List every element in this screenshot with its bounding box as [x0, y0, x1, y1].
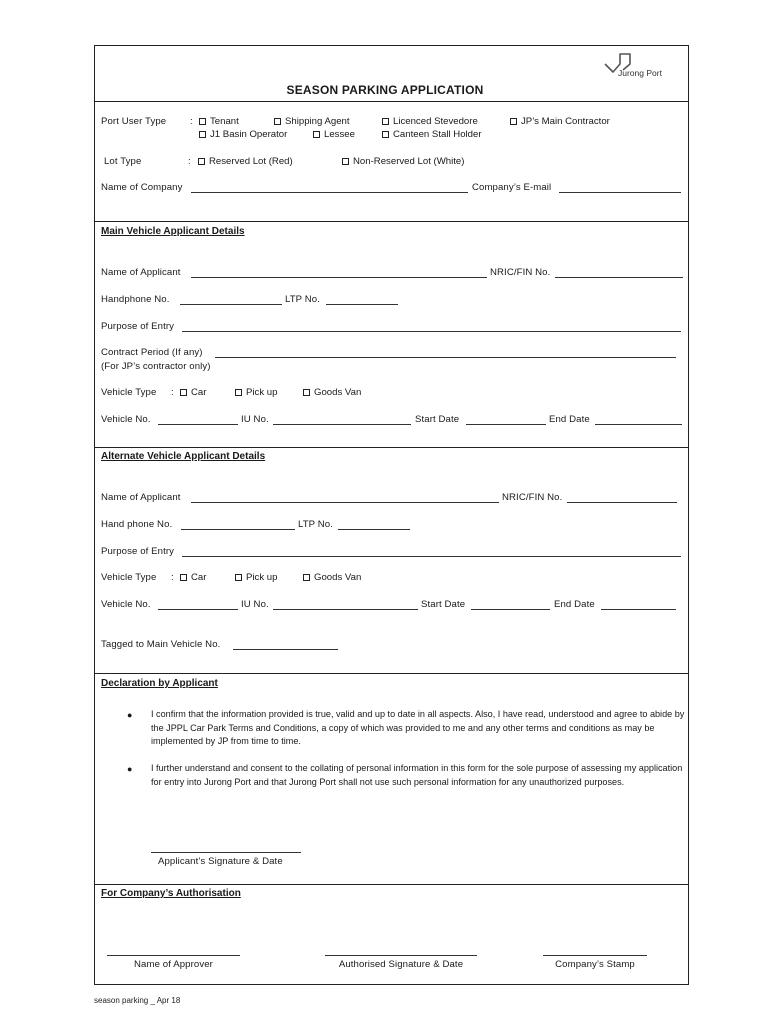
logo-text: Jurong Port: [618, 68, 662, 78]
option-label: J1 Basin Operator: [210, 129, 288, 140]
declaration-statement-1: I confirm that the information provided is true, valid and up to date in all aspects. Also, I have read, understood and agree to abide by the JPPL Car Park Terms and Conditions, a copy of which was provided to me and any other terms and conditions as may be implemented by JP from time to time.: [151, 709, 685, 746]
main-option-pick-up[interactable]: [235, 387, 277, 399]
option-jp-main-contractor[interactable]: [510, 116, 610, 128]
main-vehicle-heading: Main Vehicle Applicant Details: [101, 226, 245, 237]
contract-period-label: Contract Period (If any): [101, 347, 203, 358]
alt-purpose-label: Purpose of Entry: [101, 546, 175, 557]
alt-end-date-label: End Date: [554, 599, 595, 610]
company-stamp-label: Company’s Stamp: [555, 959, 635, 970]
option-licenced-stevedore[interactable]: [382, 116, 478, 128]
checkbox-reserved-lot[interactable]: [198, 158, 205, 165]
declaration-statement-2: I further understand and consent to the collating of personal information in this form for the sole purpose of assessing my application for entry into Jurong Port and that Jurong Port shall not use such personal information for any unauthorized purposes.: [151, 763, 683, 787]
option-label: Goods Van: [314, 572, 362, 583]
option-reserved-lot[interactable]: [198, 156, 293, 168]
alt-start-date-label: Start Date: [421, 599, 466, 610]
checkbox-j1-basin-operator[interactable]: [199, 131, 206, 138]
main-applicant-name-label: Name of Applicant: [101, 267, 181, 278]
option-label: Car: [191, 387, 207, 398]
checkbox-goods-van[interactable]: [303, 574, 310, 581]
main-start-date-label: Start Date: [415, 414, 460, 425]
form-frame: [94, 45, 689, 985]
main-nric-field[interactable]: [555, 277, 683, 278]
checkbox-non-reserved-lot[interactable]: [342, 158, 349, 165]
alternate-vehicle-heading: Alternate Vehicle Applicant Details: [101, 451, 266, 462]
main-iu-no-field[interactable]: [273, 424, 411, 425]
contract-period-note: (For JP’s contractor only): [101, 361, 211, 372]
main-applicant-name-field[interactable]: [191, 277, 487, 278]
tagged-main-vehicle-label: Tagged to Main Vehicle No.: [101, 639, 221, 650]
alt-option-car[interactable]: [180, 572, 206, 584]
declaration-heading: Declaration by Applicant: [101, 678, 218, 689]
main-iu-no-label: IU No.: [241, 414, 269, 425]
main-ltp-label: LTP No.: [285, 294, 321, 305]
main-end-date-field[interactable]: [595, 424, 682, 425]
option-label: Pick up: [246, 387, 278, 398]
main-purpose-field[interactable]: [182, 331, 681, 332]
option-label: Reserved Lot (Red): [209, 156, 293, 167]
company-email-label: Company’s E-mail: [472, 182, 552, 193]
approver-name-field[interactable]: [107, 955, 240, 956]
company-name-field[interactable]: [191, 192, 468, 193]
alt-vehicle-no-label: Vehicle No.: [101, 599, 151, 610]
checkbox-goods-van[interactable]: [303, 389, 310, 396]
option-label: Lessee: [324, 129, 355, 140]
main-nric-label: NRIC/FIN No.: [490, 267, 551, 278]
alt-applicant-name-field[interactable]: [191, 502, 499, 503]
main-vehicle-no-field[interactable]: [158, 424, 238, 425]
colon: :: [190, 116, 193, 127]
option-label: Car: [191, 572, 207, 583]
alt-vehicle-no-field[interactable]: [158, 609, 238, 610]
colon: :: [188, 156, 191, 167]
alt-iu-no-label: IU No.: [241, 599, 269, 610]
main-purpose-label: Purpose of Entry: [101, 321, 175, 332]
main-handphone-field[interactable]: [180, 304, 282, 305]
colon: :: [171, 387, 174, 398]
alt-option-goods-van[interactable]: [303, 572, 361, 584]
option-label: JP’s Main Contractor: [521, 116, 610, 127]
main-vehicle-type-label: Vehicle Type: [101, 387, 157, 398]
lot-type-label: Lot Type: [104, 156, 142, 167]
option-label: Shipping Agent: [285, 116, 350, 127]
alt-handphone-field[interactable]: [181, 529, 295, 530]
option-shipping-agent[interactable]: [274, 116, 350, 128]
alt-vehicle-type-label: Vehicle Type: [101, 572, 157, 583]
port-user-type-label: Port User Type: [101, 116, 167, 127]
checkbox-lessee[interactable]: [313, 131, 320, 138]
main-start-date-field[interactable]: [466, 424, 546, 425]
alt-nric-field[interactable]: [567, 502, 677, 503]
option-label: Pick up: [246, 572, 278, 583]
authorised-signature-label: Authorised Signature & Date: [338, 959, 464, 970]
main-option-goods-van[interactable]: [303, 387, 361, 399]
contract-period-field[interactable]: [215, 357, 676, 358]
alt-end-date-field[interactable]: [601, 609, 676, 610]
main-end-date-label: End Date: [549, 414, 590, 425]
alt-purpose-field[interactable]: [182, 556, 681, 557]
divider-header: [94, 101, 689, 102]
main-option-car[interactable]: [180, 387, 206, 399]
alt-handphone-label: Hand phone No.: [101, 519, 173, 530]
option-label: Tenant: [210, 116, 239, 127]
checkbox-car[interactable]: [180, 574, 187, 581]
checkbox-car[interactable]: [180, 389, 187, 396]
applicant-signature-field[interactable]: [151, 852, 301, 853]
alt-option-pick-up[interactable]: [235, 572, 277, 584]
main-vehicle-no-label: Vehicle No.: [101, 414, 151, 425]
company-email-field[interactable]: [559, 192, 681, 193]
checkbox-pick-up[interactable]: [235, 574, 242, 581]
option-label: Licenced Stevedore: [393, 116, 478, 127]
option-canteen-stall-holder[interactable]: [382, 129, 482, 141]
alt-iu-no-field[interactable]: [273, 609, 418, 610]
divider-main-vehicle: [94, 221, 689, 222]
alt-start-date-field[interactable]: [471, 609, 550, 610]
divider-declaration: [94, 673, 689, 674]
option-lessee[interactable]: [313, 129, 355, 141]
company-stamp-field[interactable]: [543, 955, 647, 956]
main-handphone-label: Handphone No.: [101, 294, 170, 305]
checkbox-shipping-agent[interactable]: [274, 118, 281, 125]
alt-nric-label: NRIC/FIN No.: [502, 492, 563, 503]
option-label: Goods Van: [314, 387, 362, 398]
checkbox-pick-up[interactable]: [235, 389, 242, 396]
approver-name-label: Name of Approver: [134, 959, 213, 970]
option-tenant[interactable]: [199, 116, 239, 128]
checkbox-canteen-stall-holder[interactable]: [382, 131, 389, 138]
option-non-reserved-lot[interactable]: [342, 156, 464, 168]
applicant-signature-label: Applicant’s Signature & Date: [158, 856, 283, 867]
option-label: Non-Reserved Lot (White): [353, 156, 465, 167]
alt-ltp-field[interactable]: [338, 529, 410, 530]
colon: :: [171, 572, 174, 583]
main-ltp-field[interactable]: [326, 304, 398, 305]
footer-text: season parking _ Apr 18: [94, 996, 181, 1005]
alt-ltp-label: LTP No.: [298, 519, 334, 530]
company-name-label: Name of Company: [101, 182, 183, 193]
divider-alternate-vehicle: [94, 447, 689, 448]
authorisation-heading: For Company’s Authorisation: [101, 888, 241, 899]
checkbox-licenced-stevedore[interactable]: [382, 118, 389, 125]
checkbox-tenant[interactable]: [199, 118, 206, 125]
tagged-main-vehicle-field[interactable]: [233, 649, 338, 650]
alt-applicant-name-label: Name of Applicant: [101, 492, 181, 503]
page-title: SEASON PARKING APPLICATION: [286, 83, 484, 97]
bullet-icon: ●: [127, 710, 133, 720]
authorised-signature-field[interactable]: [325, 955, 477, 956]
bullet-icon: ●: [127, 764, 133, 774]
divider-authorisation: [94, 884, 689, 885]
checkbox-jp-main-contractor[interactable]: [510, 118, 517, 125]
option-label: Canteen Stall Holder: [393, 129, 482, 140]
option-j1-basin-operator[interactable]: [199, 129, 287, 141]
